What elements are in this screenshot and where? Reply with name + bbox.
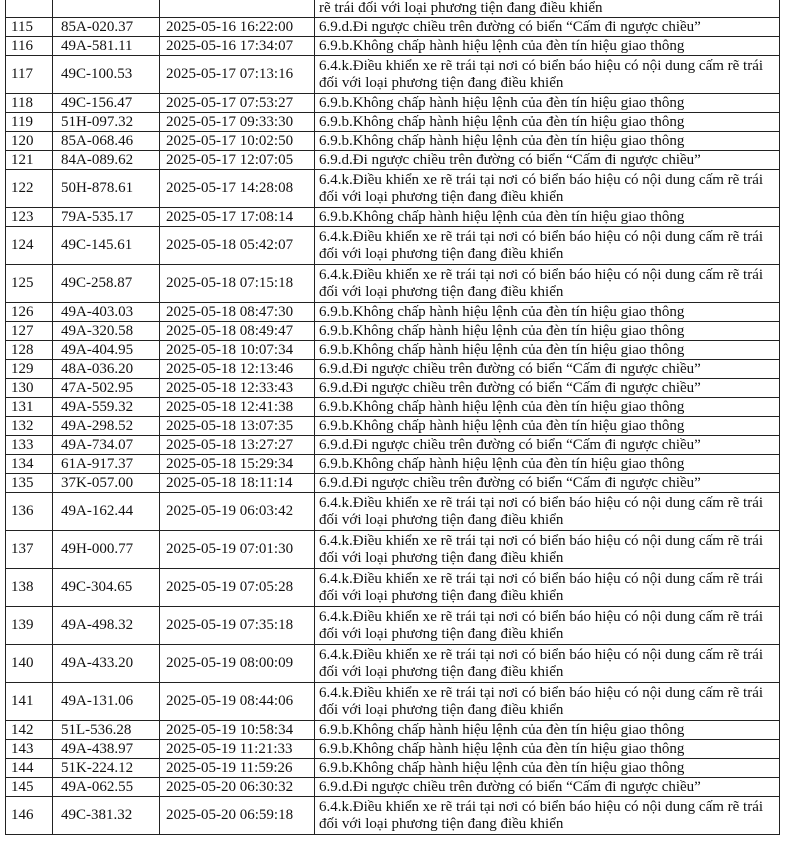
cell-number: 116: [6, 37, 53, 56]
cell-time: 2025-05-18 08:49:47: [160, 322, 315, 341]
violation-table-body: [6, 0, 780, 835]
table-row: [6, 132, 780, 151]
cell-number: 131: [6, 398, 53, 417]
table-row: [6, 740, 780, 759]
table-row: [6, 398, 780, 417]
cell-time: 2025-05-17 09:33:30: [160, 113, 315, 132]
cell-plate: 49C-304.65: [53, 569, 160, 607]
cell-time: 2025-05-18 05:42:07: [160, 227, 315, 265]
cell-plate: 50H-878.61: [53, 170, 160, 208]
table-row: [6, 778, 780, 797]
cell-violation: rẽ trái đối với loại phương tiện đang điều khiển: [315, 0, 780, 18]
cell-violation: 6.9.b.Không chấp hành hiệu lệnh của đèn tín hiệu giao thông: [315, 37, 780, 56]
cell-plate: 49C-381.32: [53, 797, 160, 835]
cell-time: 2025-05-18 08:47:30: [160, 303, 315, 322]
table-row: [6, 56, 780, 94]
cell-number: 134: [6, 455, 53, 474]
cell-violation: 6.4.k.Điều khiển xe rẽ trái tại nơi có biển báo hiệu có nội dung cấm rẽ trái đối với loại phương tiện đang điều khiển: [315, 569, 780, 607]
cell-time: 2025-05-20 06:30:32: [160, 778, 315, 797]
cell-time: 2025-05-18 12:13:46: [160, 360, 315, 379]
cell-plate: 49A-734.07: [53, 436, 160, 455]
cell-number: 118: [6, 94, 53, 113]
cell-plate: 49A-062.55: [53, 778, 160, 797]
cell-number: 127: [6, 322, 53, 341]
cell-violation: 6.9.b.Không chấp hành hiệu lệnh của đèn tín hiệu giao thông: [315, 303, 780, 322]
cell-time: 2025-05-17 07:13:16: [160, 56, 315, 94]
table-row: [6, 37, 780, 56]
table-row: [6, 170, 780, 208]
cell-number: 129: [6, 360, 53, 379]
table-row: [6, 360, 780, 379]
cell-time: 2025-05-19 07:01:30: [160, 531, 315, 569]
cell-number: 143: [6, 740, 53, 759]
cell-time: [160, 0, 315, 18]
table-row: [6, 322, 780, 341]
cell-number: 137: [6, 531, 53, 569]
cell-time: 2025-05-18 18:11:14: [160, 474, 315, 493]
table-row: [6, 683, 780, 721]
cell-time: 2025-05-19 07:05:28: [160, 569, 315, 607]
cell-plate: 47A-502.95: [53, 379, 160, 398]
cell-time: 2025-05-20 06:59:18: [160, 797, 315, 835]
cell-plate: 49C-145.61: [53, 227, 160, 265]
cell-time: 2025-05-17 10:02:50: [160, 132, 315, 151]
cell-time: 2025-05-16 17:34:07: [160, 37, 315, 56]
cell-plate: 84A-089.62: [53, 151, 160, 170]
cell-plate: 49C-100.53: [53, 56, 160, 94]
cell-plate: 49A-438.97: [53, 740, 160, 759]
cell-plate: 49A-498.32: [53, 607, 160, 645]
table-row: [6, 417, 780, 436]
cell-number: 125: [6, 265, 53, 303]
cell-number: 138: [6, 569, 53, 607]
cell-violation: 6.9.d.Đi ngược chiều trên đường có biển “Cấm đi ngược chiều”: [315, 436, 780, 455]
cell-violation: 6.9.d.Đi ngược chiều trên đường có biển “Cấm đi ngược chiều”: [315, 18, 780, 37]
table-row: [6, 645, 780, 683]
cell-time: 2025-05-19 07:35:18: [160, 607, 315, 645]
table-row: [6, 569, 780, 607]
table-row: [6, 721, 780, 740]
table-row: [6, 113, 780, 132]
table-row: [6, 227, 780, 265]
cell-plate: 49H-000.77: [53, 531, 160, 569]
cell-violation: 6.4.k.Điều khiển xe rẽ trái tại nơi có biển báo hiệu có nội dung cấm rẽ trái đối với loại phương tiện đang điều khiển: [315, 170, 780, 208]
table-row: [6, 474, 780, 493]
cell-time: 2025-05-18 13:27:27: [160, 436, 315, 455]
cell-plate: 49A-320.58: [53, 322, 160, 341]
cell-time: 2025-05-18 12:41:38: [160, 398, 315, 417]
table-row: [6, 531, 780, 569]
cell-number: 132: [6, 417, 53, 436]
table-row: [6, 151, 780, 170]
cell-time: 2025-05-19 11:21:33: [160, 740, 315, 759]
table-row: [6, 303, 780, 322]
cell-plate: 61A-917.37: [53, 455, 160, 474]
table-row: [6, 759, 780, 778]
cell-plate: 51L-536.28: [53, 721, 160, 740]
table-row: [6, 379, 780, 398]
cell-number: 119: [6, 113, 53, 132]
cell-time: 2025-05-17 07:53:27: [160, 94, 315, 113]
cell-time: 2025-05-17 17:08:14: [160, 208, 315, 227]
cell-time: 2025-05-18 10:07:34: [160, 341, 315, 360]
cell-violation: 6.9.b.Không chấp hành hiệu lệnh của đèn tín hiệu giao thông: [315, 455, 780, 474]
cell-time: 2025-05-18 15:29:34: [160, 455, 315, 474]
cell-violation: 6.9.b.Không chấp hành hiệu lệnh của đèn tín hiệu giao thông: [315, 417, 780, 436]
cell-number: 128: [6, 341, 53, 360]
cell-violation: 6.9.b.Không chấp hành hiệu lệnh của đèn tín hiệu giao thông: [315, 94, 780, 113]
cell-time: 2025-05-19 11:59:26: [160, 759, 315, 778]
cell-violation: 6.9.b.Không chấp hành hiệu lệnh của đèn tín hiệu giao thông: [315, 322, 780, 341]
cell-plate: 85A-068.46: [53, 132, 160, 151]
cell-number: 139: [6, 607, 53, 645]
table-row: [6, 493, 780, 531]
cell-plate: [53, 0, 160, 18]
cell-violation: 6.4.k.Điều khiển xe rẽ trái tại nơi có biển báo hiệu có nội dung cấm rẽ trái đối với loại phương tiện đang điều khiển: [315, 493, 780, 531]
cell-time: 2025-05-17 14:28:08: [160, 170, 315, 208]
cell-number: 126: [6, 303, 53, 322]
cell-time: 2025-05-17 12:07:05: [160, 151, 315, 170]
table-row: [6, 265, 780, 303]
cell-number: 121: [6, 151, 53, 170]
cell-number: 136: [6, 493, 53, 531]
cell-plate: 49A-404.95: [53, 341, 160, 360]
cell-violation: 6.4.k.Điều khiển xe rẽ trái tại nơi có biển báo hiệu có nội dung cấm rẽ trái đối với loại phương tiện đang điều khiển: [315, 265, 780, 303]
cell-plate: 49A-131.06: [53, 683, 160, 721]
cell-number: 142: [6, 721, 53, 740]
cell-number: 144: [6, 759, 53, 778]
table-row: [6, 436, 780, 455]
table-row: [6, 607, 780, 645]
cell-number: 115: [6, 18, 53, 37]
table-row: [6, 18, 780, 37]
cell-time: 2025-05-18 12:33:43: [160, 379, 315, 398]
cell-violation: 6.4.k.Điều khiển xe rẽ trái tại nơi có biển báo hiệu có nội dung cấm rẽ trái đối với loại phương tiện đang điều khiển: [315, 683, 780, 721]
cell-number: [6, 0, 53, 18]
table-row: [6, 455, 780, 474]
cell-plate: 48A-036.20: [53, 360, 160, 379]
cell-number: 120: [6, 132, 53, 151]
cell-violation: 6.4.k.Điều khiển xe rẽ trái tại nơi có biển báo hiệu có nội dung cấm rẽ trái đối với loại phương tiện đang điều khiển: [315, 227, 780, 265]
cell-violation: 6.9.b.Không chấp hành hiệu lệnh của đèn tín hiệu giao thông: [315, 740, 780, 759]
cell-violation: 6.9.d.Đi ngược chiều trên đường có biển “Cấm đi ngược chiều”: [315, 778, 780, 797]
cell-number: 140: [6, 645, 53, 683]
cell-violation: 6.4.k.Điều khiển xe rẽ trái tại nơi có biển báo hiệu có nội dung cấm rẽ trái đối với loại phương tiện đang điều khiển: [315, 56, 780, 94]
table-row: [6, 208, 780, 227]
cell-number: 117: [6, 56, 53, 94]
cell-plate: 85A-020.37: [53, 18, 160, 37]
table-row: [6, 341, 780, 360]
cell-violation: 6.9.b.Không chấp hành hiệu lệnh của đèn tín hiệu giao thông: [315, 341, 780, 360]
cell-number: 133: [6, 436, 53, 455]
cell-violation: 6.4.k.Điều khiển xe rẽ trái tại nơi có biển báo hiệu có nội dung cấm rẽ trái đối với loại phương tiện đang điều khiển: [315, 645, 780, 683]
cell-plate: 49A-581.11: [53, 37, 160, 56]
cell-violation: 6.9.d.Đi ngược chiều trên đường có biển “Cấm đi ngược chiều”: [315, 474, 780, 493]
cell-number: 124: [6, 227, 53, 265]
cell-violation: 6.9.b.Không chấp hành hiệu lệnh của đèn tín hiệu giao thông: [315, 132, 780, 151]
cell-number: 123: [6, 208, 53, 227]
cell-violation: 6.9.d.Đi ngược chiều trên đường có biển “Cấm đi ngược chiều”: [315, 360, 780, 379]
cell-violation: 6.9.d.Đi ngược chiều trên đường có biển “Cấm đi ngược chiều”: [315, 151, 780, 170]
cell-violation: 6.9.b.Không chấp hành hiệu lệnh của đèn tín hiệu giao thông: [315, 721, 780, 740]
cell-plate: 37K-057.00: [53, 474, 160, 493]
cell-plate: 79A-535.17: [53, 208, 160, 227]
cell-time: 2025-05-19 08:00:09: [160, 645, 315, 683]
cell-violation: 6.4.k.Điều khiển xe rẽ trái tại nơi có biển báo hiệu có nội dung cấm rẽ trái đối với loại phương tiện đang điều khiển: [315, 531, 780, 569]
cell-violation: 6.4.k.Điều khiển xe rẽ trái tại nơi có biển báo hiệu có nội dung cấm rẽ trái đối với loại phương tiện đang điều khiển: [315, 797, 780, 835]
violation-table: [5, 0, 780, 835]
cell-violation: 6.9.b.Không chấp hành hiệu lệnh của đèn tín hiệu giao thông: [315, 113, 780, 132]
cell-number: 141: [6, 683, 53, 721]
cell-plate: 49A-559.32: [53, 398, 160, 417]
cell-number: 130: [6, 379, 53, 398]
cell-violation: 6.9.b.Không chấp hành hiệu lệnh của đèn tín hiệu giao thông: [315, 208, 780, 227]
cell-number: 135: [6, 474, 53, 493]
cell-number: 146: [6, 797, 53, 835]
cell-time: 2025-05-18 13:07:35: [160, 417, 315, 436]
cell-violation: 6.4.k.Điều khiển xe rẽ trái tại nơi có biển báo hiệu có nội dung cấm rẽ trái đối với loại phương tiện đang điều khiển: [315, 607, 780, 645]
cell-violation: 6.9.d.Đi ngược chiều trên đường có biển “Cấm đi ngược chiều”: [315, 379, 780, 398]
table-row: [6, 797, 780, 835]
cell-plate: 49C-258.87: [53, 265, 160, 303]
cell-number: 122: [6, 170, 53, 208]
cell-time: 2025-05-19 10:58:34: [160, 721, 315, 740]
cell-plate: 49A-298.52: [53, 417, 160, 436]
cell-violation: 6.9.b.Không chấp hành hiệu lệnh của đèn tín hiệu giao thông: [315, 759, 780, 778]
cell-plate: 49A-162.44: [53, 493, 160, 531]
cell-time: 2025-05-16 16:22:00: [160, 18, 315, 37]
cell-time: 2025-05-18 07:15:18: [160, 265, 315, 303]
cell-violation: 6.9.b.Không chấp hành hiệu lệnh của đèn tín hiệu giao thông: [315, 398, 780, 417]
cell-plate: 49C-156.47: [53, 94, 160, 113]
continuation-row: [6, 0, 780, 18]
cell-plate: 51H-097.32: [53, 113, 160, 132]
cell-plate: 49A-433.20: [53, 645, 160, 683]
cell-time: 2025-05-19 06:03:42: [160, 493, 315, 531]
cell-time: 2025-05-19 08:44:06: [160, 683, 315, 721]
cell-plate: 51K-224.12: [53, 759, 160, 778]
cell-plate: 49A-403.03: [53, 303, 160, 322]
table-row: [6, 94, 780, 113]
cell-number: 145: [6, 778, 53, 797]
